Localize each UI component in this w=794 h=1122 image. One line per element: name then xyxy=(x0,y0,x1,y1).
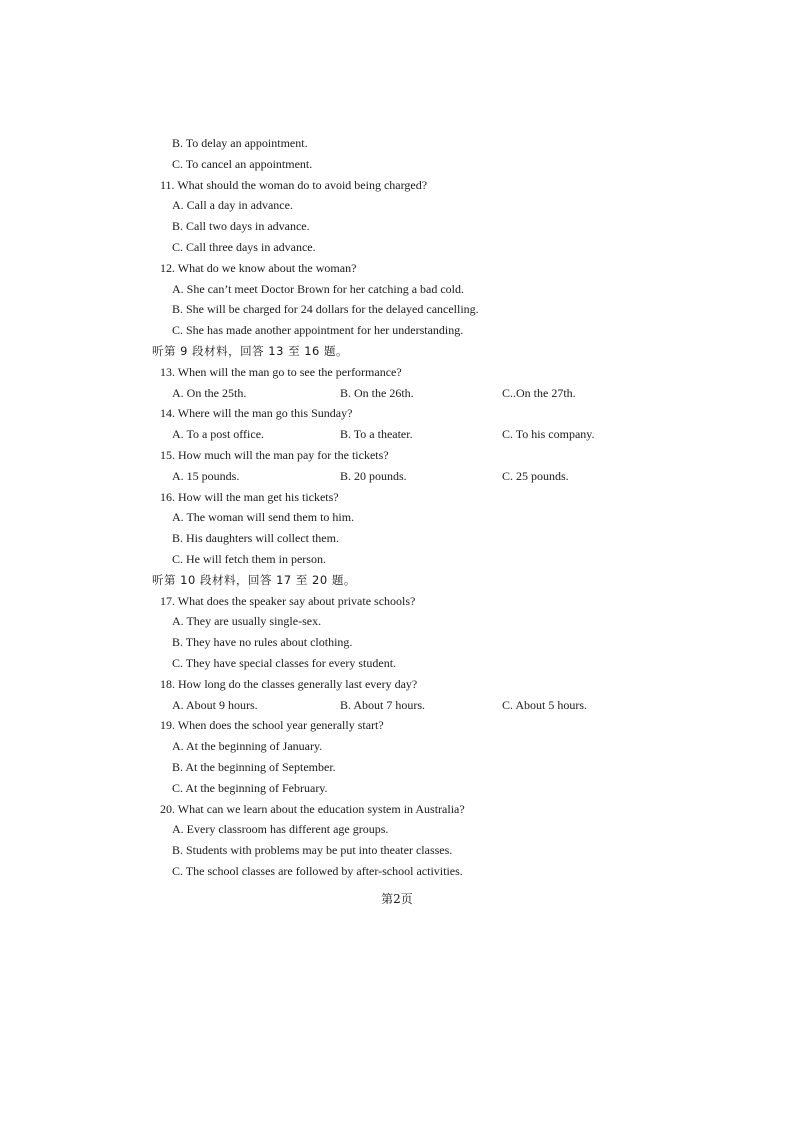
option-text: B. 20 pounds. xyxy=(340,468,407,483)
option-text: C..On the 27th. xyxy=(502,385,576,400)
option-text: A. To a post office. xyxy=(172,427,265,442)
option-text: B. To delay an appointment. xyxy=(172,136,308,150)
option-text: C. He will fetch them in person. xyxy=(172,551,326,566)
question-text: 16. How will the man get his tickets? xyxy=(160,489,339,504)
option-text: A. 15 pounds. xyxy=(172,468,240,483)
option-text: C. 25 pounds. xyxy=(502,468,569,483)
option-text: A. Every classroom has different age groups. xyxy=(172,822,389,837)
option-text: A. They are usually single-sex. xyxy=(172,614,322,629)
option-text: C. At the beginning of February. xyxy=(172,780,328,795)
option-row xyxy=(0,383,794,404)
option-text: B. She will be charged for 24 dollars for the delayed cancelling. xyxy=(172,302,479,317)
option-text: B. They have no rules about clothing. xyxy=(172,635,353,650)
question-text: 11. What should the woman do to avoid being charged? xyxy=(160,177,428,192)
option-text: C. The school classes are followed by after-school activities. xyxy=(172,863,463,878)
option-text: A. Call a day in advance. xyxy=(172,198,293,213)
option-text: A. She can’t meet Doctor Brown for her catching a bad cold. xyxy=(172,281,465,296)
section-heading: 听第 9 段材料，回答 13 至 16 题。 xyxy=(152,343,349,358)
option-text: B. To a theater. xyxy=(340,427,413,442)
option-text: B. At the beginning of September. xyxy=(172,759,336,774)
option-text: A. At the beginning of January. xyxy=(172,739,323,754)
option-text: C. She has made another appointment for her understanding. xyxy=(172,323,464,338)
option-text: A. On the 25th. xyxy=(172,385,247,400)
option-row xyxy=(0,695,794,716)
question-text: 17. What does the speaker say about private schools? xyxy=(160,593,416,608)
question-text: 12. What do we know about the woman? xyxy=(160,260,357,275)
option-text: A. About 9 hours. xyxy=(172,697,258,712)
question-text: 13. When will the man go to see the performance? xyxy=(160,364,402,379)
option-text: C. To his company. xyxy=(502,427,595,442)
option-text: B. Students with problems may be put into theater classes. xyxy=(172,843,453,858)
option-row xyxy=(0,424,794,445)
option-text: B. About 7 hours. xyxy=(340,697,426,712)
option-row xyxy=(0,466,794,487)
option-text: C. They have special classes for every student. xyxy=(172,655,397,670)
option-text: A. The woman will send them to him. xyxy=(172,510,355,525)
question-text: 20. What can we learn about the education system in Australia? xyxy=(160,801,465,816)
page-number: 第2页 xyxy=(381,892,413,906)
option-text: B. Call two days in advance. xyxy=(172,219,310,234)
option-text: B. On the 26th. xyxy=(340,385,414,400)
section-heading: 听第 10 段材料，回答 17 至 20 题。 xyxy=(152,572,356,587)
question-text: 15. How much will the man pay for the tickets? xyxy=(160,447,389,462)
option-text: C. Call three days in advance. xyxy=(172,239,316,254)
question-text: 19. When does the school year generally start? xyxy=(160,718,384,733)
option-text: B. His daughters will collect them. xyxy=(172,531,339,546)
option-text: C. About 5 hours. xyxy=(502,697,588,712)
question-text: 18. How long do the classes generally last every day? xyxy=(160,676,418,691)
option-text: C. To cancel an appointment. xyxy=(172,156,313,171)
question-text: 14. Where will the man go this Sunday? xyxy=(160,406,353,421)
question-list xyxy=(0,133,794,882)
